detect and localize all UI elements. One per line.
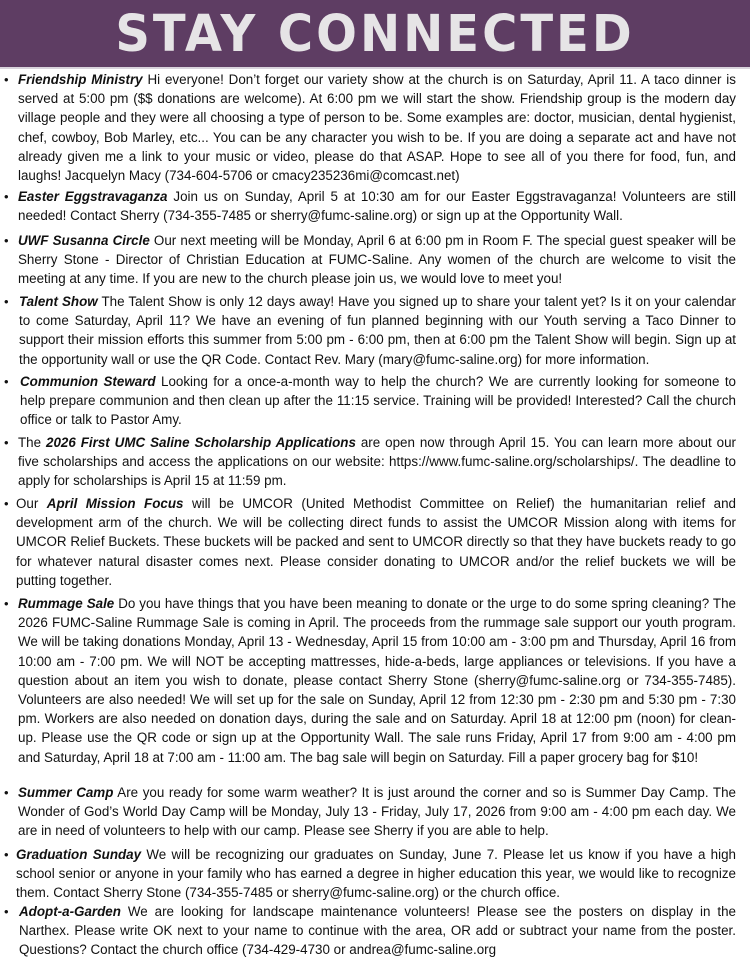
announcement-text: The Talent Show is only 12 days away! Have you signed up to share your talent yet? Is it on your calendar to come Saturday, April 11? We have an evening of fun planned beginning with our Youth serving a Taco Dinner to support their mission efforts this summer from 5:00 pm - 6:00 pm, then at 6:00 pm the Talent Show will begin. Sign up at the opportunity wall or use the QR Code. Contact Rev. Mary (mary@fumc-saline.org) for more information. <box>19 294 736 367</box>
announcement-text: will be UMCOR (United Methodist Committee on Relief) the humanitarian relief and development arm of the church. We will be collecting direct funds to assist the UMCOR Mission along with items for UMCOR Relief Buckets. These buckets will be packed and sent to UMCOR directly so that they have buckets ready to go for whatever natural disaster comes next. Please consider donating to UMCOR and/or the relief buckets we will be putting together. <box>16 496 736 588</box>
announcement-text: We will be recognizing our graduates on Sunday, June 7. Please let us know if you have a high school senior or anyone in your family who has earned a degree in higher education this year, we would like to recognize them. Contact Sherry Stone (734-355-7485 or sherry@fumc-saline.org) or the church office. <box>16 847 736 901</box>
bullet-icon: • <box>4 189 9 204</box>
bullet-icon: • <box>4 72 9 87</box>
announcement-text: Looking for a once-a-month way to help the church? We are currently looking for someone to help prepare communion and then clean up after the 11:15 service. Training will be provided! Interested? Call the church office or talk to Pastor Amy. <box>20 374 736 428</box>
announcement-title: UWF Susanna Circle <box>18 233 150 248</box>
announcement-title: Rummage Sale <box>18 596 115 611</box>
announcement-text: Our next meeting will be Monday, April 6 at 6:00 pm in Room F. The special guest speaker will be Sherry Stone - Director of Christian Education at FUMC-Saline. Any women of the church are welcome to visit the meeting at any time. If you are new to the church please join us, we would love to meet you! <box>18 233 736 287</box>
announcement-title: Adopt-a-Garden <box>19 904 121 919</box>
bullet-icon: • <box>4 904 9 919</box>
bullet-icon: • <box>4 496 9 511</box>
announcement-text: Do you have things that you have been meaning to donate or the urge to do some spring cleaning? The 2026 FUMC-Saline Rummage Sale is coming in April. The proceeds from the rummage sale support our youth program. We will be taking donations Monday, April 13 - Wednesday, April 15 from 10:00 am - 3:00 pm and Thursday, April 16 from 10:00 am - 7:00 pm. We will NOT be accepting mattresses, hide-a-beds, large appliances or televisions. If you have a question about an item you wish to donate, please contact Sherry Stone (sherry@fumc-saline.org or 734-355-7485). Volunteers are also needed! We will set up for the sale on Sunday, April 12 from 12:30 pm - 2:30 pm and 5:30 pm - 7:30 pm. Workers are also needed on donation days, during the sale and on Saturday. April 18 at 12:00 pm (noon) for clean-up. Please use the QR code or sign up at the Opportunity Wall. The sale runs Friday, April 17 from 9:00 am - 4:00 pm and Saturday, April 18 at 7:00 am - 11:00 am. The bag sale will begin on Saturday. Fill a paper grocery bag for $10! <box>18 596 736 765</box>
announcement-title: Easter Eggstravaganza <box>18 189 168 204</box>
bullet-icon: • <box>4 233 9 248</box>
announcement-text: Are you ready for some warm weather? It is just around the corner and so is Summer Day Camp. The Wonder of God’s World Day Camp will be Monday, July 13 - Friday, July 17, 2026 from 9:00 am - 4:00 pm each day. We are in need of volunteers to help with our camp. Please see Sherry if you are able to help. <box>18 785 737 839</box>
announcement-title: April Mission Focus <box>46 496 184 511</box>
stay-connected-banner <box>0 0 750 69</box>
announcement-title: 2026 First UMC Saline Scholarship Applications <box>46 435 356 450</box>
announcement-title: Communion Steward <box>20 374 156 389</box>
announcement-text: Join us on Sunday, April 5 at 10:30 am for our Easter Eggstravaganza! Volunteers are still needed! Contact Sherry (734-355-7485 or sherry@fumc-saline.org) or sign up at the Opportunity Wall. <box>18 189 736 224</box>
bullet-icon: • <box>4 435 9 450</box>
bullet-icon: • <box>4 785 9 800</box>
announcement-title: Talent Show <box>19 294 98 309</box>
announcement-text: Hi everyone! Don’t forget our variety show at the church is on Saturday, April 11. A taco dinner is served at 5:00 pm ($$ donations are welcome). At 6:00 pm we will start the show. Friendship group is the modern day village people and they were all choosing a type of person to be. Some examples are: doctor, musician, dental hygienist, chef, cowboy, Bob Marley, etc... You can be any character you wish to be. If you are doing a separate act and have not already given me a link to your music or video, please do that ASAP. Hope to see all of you there for food, fun, and laughs! Jacquelyn Macy (734-604-5706 or cmacy235236mi@comcast.net) <box>18 72 736 184</box>
announcement-text: are open now through April 15. You can learn more about our five scholarships and access the applications on our website: https://www.fumc-saline.org/scholarships/. The deadline to apply for scholarships is April 15 at 11:59 pm. <box>18 435 736 489</box>
bullet-icon: • <box>4 294 9 309</box>
announcement-title: Graduation Sunday <box>16 847 142 862</box>
announcement-title: Summer Camp <box>18 785 114 800</box>
announcement-text: We are looking for landscape maintenance volunteers! Please see the posters on display in the Narthex. Please write OK next to your name to continue with the area, OR add or subtract your name from the poster. Questions? Contact the church office (734-429-4730 or andrea@fumc-saline.org <box>19 904 736 958</box>
banner-title: STAY CONNECTED <box>115 4 635 63</box>
bullet-icon: • <box>4 374 9 389</box>
bullet-icon: • <box>4 847 9 862</box>
announcement-title: Friendship Ministry <box>18 72 143 87</box>
bullet-icon: • <box>4 596 9 611</box>
